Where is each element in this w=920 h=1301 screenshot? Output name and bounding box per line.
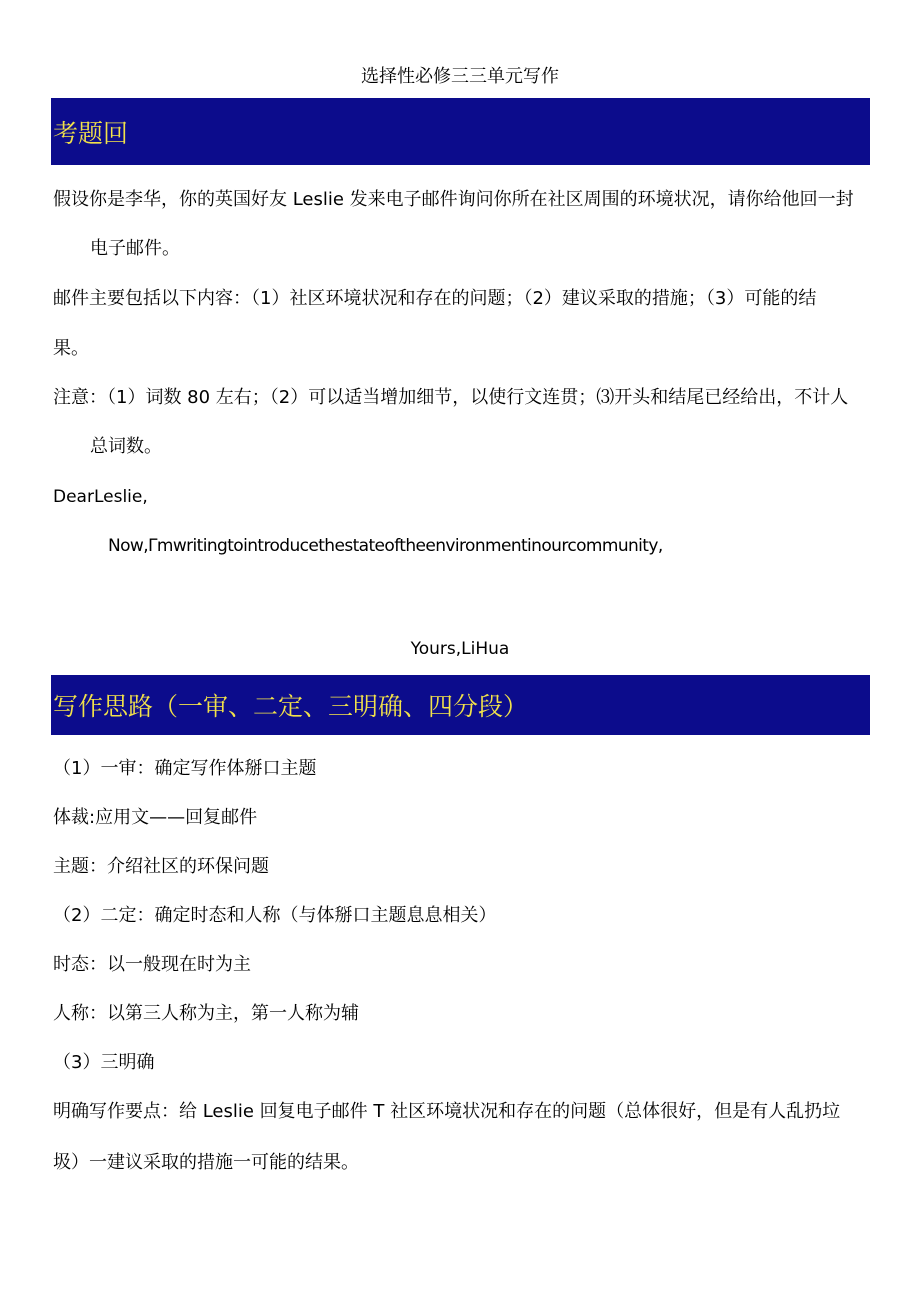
letter-closing: Yours,LiHua — [410, 639, 510, 659]
approach-line-9: 圾）一建议采取的措施一可能的结果。 — [53, 1152, 359, 1173]
section-heading-exam-question: 考题回 — [51, 98, 870, 165]
content-line-2: 果。 — [53, 338, 89, 359]
section-heading-writing-approach: 写作思路（一审、二定、三明确、四分段） — [51, 675, 870, 735]
approach-line-7: （3）三明确 — [53, 1052, 155, 1073]
approach-line-2: 体裁:应用文——回复邮件 — [53, 807, 258, 828]
document-title: 选择性必修三三单元写作 — [361, 66, 559, 87]
note-line-2: 总词数。 — [90, 436, 162, 457]
approach-line-6: 人称：以第三人称为主，第一人称为辅 — [53, 1003, 359, 1024]
content-line-1: 邮件主要包括以下内容：（1）社区环境状况和存在的问题；（2）建议采取的措施；（3）可能的结 — [53, 288, 817, 309]
note-line-1: 注意：（1）词数 80 左右；（2）可以适当增加细节，以使行文连贯；⑶开头和结尾已经给出，不计人 — [53, 387, 849, 408]
prompt-line-1: 假设你是李华，你的英国好友 Leslie 发来电子邮件询问你所在社区周围的环境状况，请你给他回一封 — [53, 189, 854, 210]
approach-line-8: 明确写作要点：给 Leslie 回复电子邮件 T 社区环境状况和存在的问题（总体很好，但是有人乱扔垃 — [53, 1101, 841, 1122]
approach-line-5: 时态：以一般现在时为主 — [53, 954, 251, 975]
letter-opening: Now,Γmwritingtointroducethestateoftheenvironmentinourcommunity, — [108, 536, 663, 556]
letter-salutation: DearLeslie, — [53, 487, 148, 507]
approach-line-3: 主题：介绍社区的环保问题 — [53, 856, 269, 877]
approach-line-1: （1）一审：确定写作体掰口主题 — [53, 758, 317, 779]
prompt-line-2: 电子邮件。 — [90, 238, 180, 259]
approach-line-4: （2）二定：确定时态和人称（与体掰口主题息息相关） — [53, 905, 497, 926]
